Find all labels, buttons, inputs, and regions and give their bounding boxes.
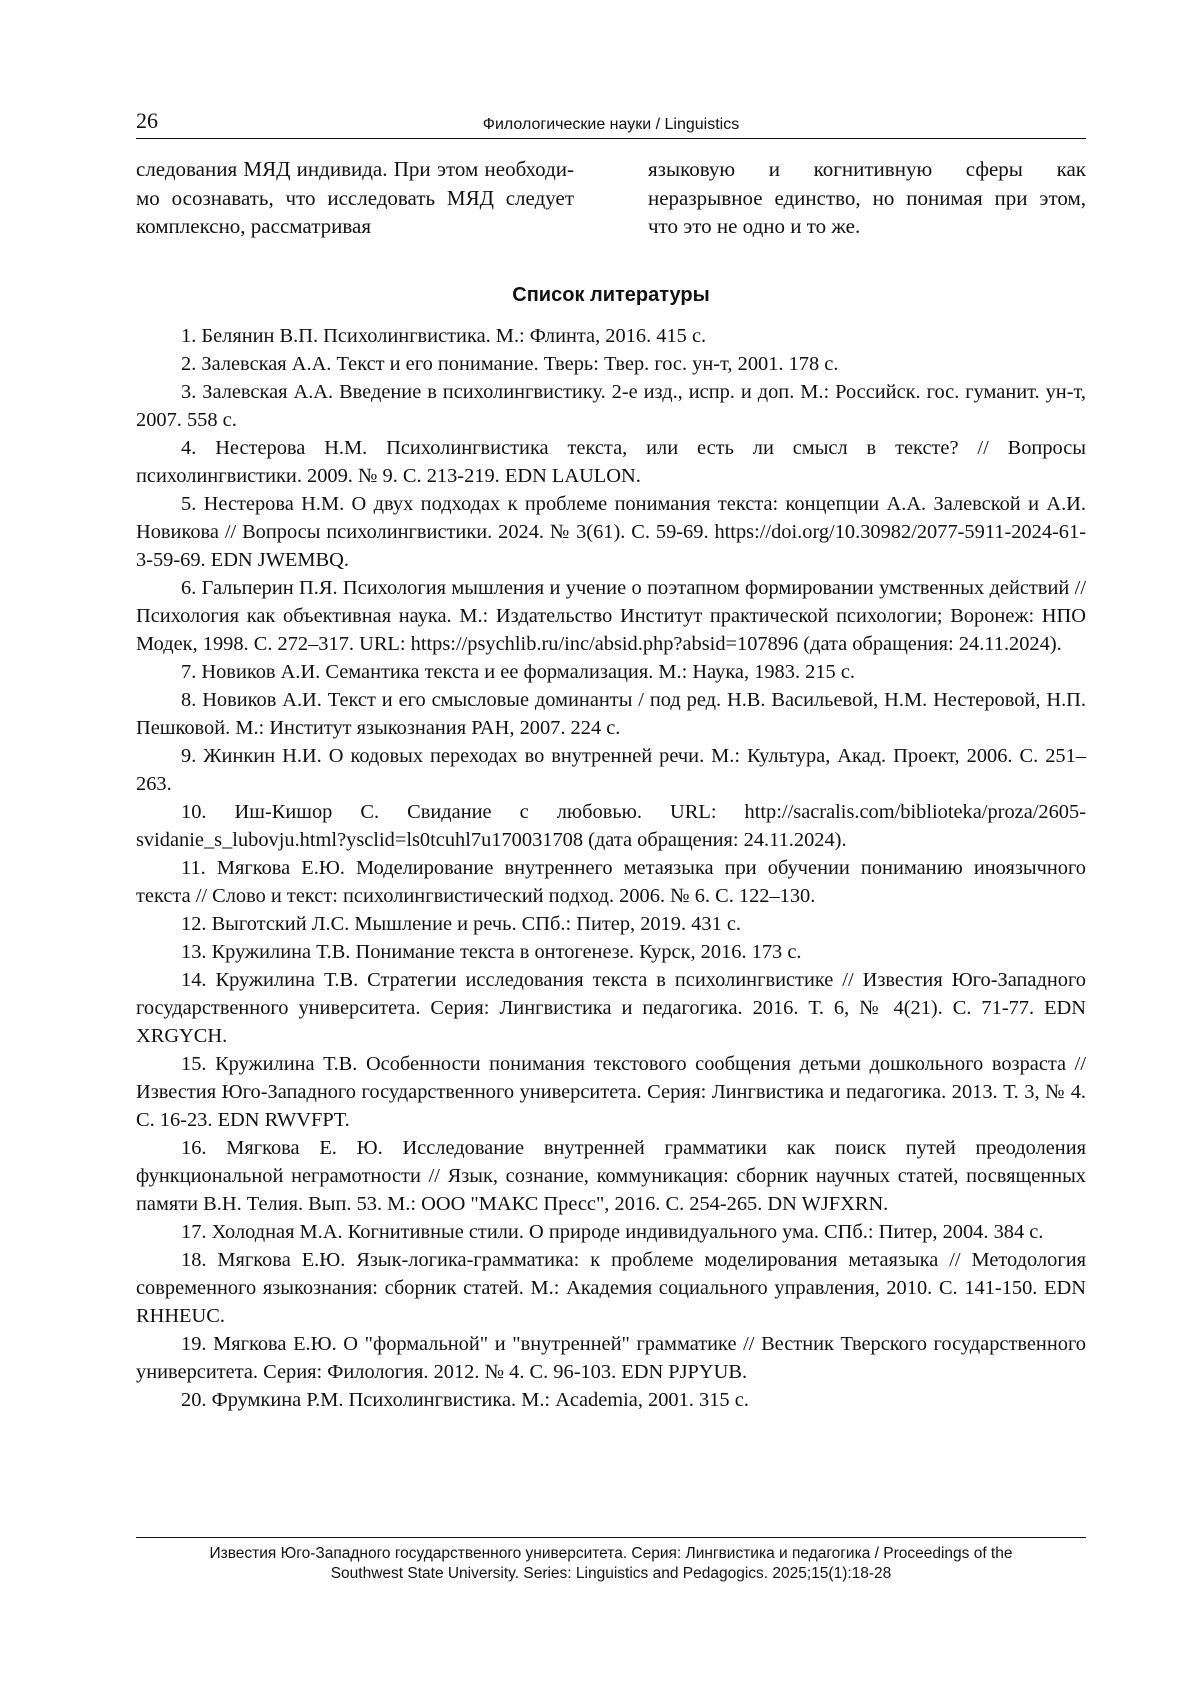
left-column-text: следования МЯД индивида. При этом необходимо осознавать, что исследовать МЯД следует комплексно, рассматривая — [136, 157, 574, 238]
running-head: Филологические науки / Linguistics — [482, 116, 740, 133]
page-header — [136, 106, 1086, 139]
reference-item: 13. Кружилина Т.В. Понимание текста в онтогенезе. Курск, 2016. 173 с. — [181, 941, 802, 963]
reference-item: 10. Иш-Кишор С. Свидание с любовью. URL: http://sacralis.com/biblioteka/proza/2605-svidanie_s_lubovju.html?ysclid=ls0tcuhl7u170031708 (дата обращения: 24.11.2024). — [136, 801, 1086, 851]
references-list — [136, 322, 1086, 1414]
reference-item: 19. Мягкова Е.Ю. О "формальной" и "внутренней" грамматике // Вестник Тверского государственного университета. Серия: Филология. 2012. № 4. С. 96-103. EDN PJPYUB. — [136, 1333, 1086, 1383]
reference-item: 20. Фрумкина Р.М. Психолингвистика. М.: Academia, 2001. 315 с. — [181, 1389, 749, 1411]
page-footer — [136, 1537, 1086, 1584]
reference-item: 5. Нестерова Н.М. О двух подходах к проблеме понимания текста: концепции А.А. Залевской и А.И. Новикова // Вопросы психолингвистики. 2024. № 3(61). С. 59-69. https://doi.org/10.30982/2077-5911-2024-61-3-59-69. EDN JWEMBQ. — [136, 493, 1086, 571]
reference-item: 2. Залевская А.А. Текст и его понимание. Тверь: Твер. гос. ун-т, 2001. 178 с. — [181, 353, 839, 375]
reference-item: 16. Мягкова Е. Ю. Исследование внутренней грамматики как поиск путей преодоления функциональной неграмотности // Язык, сознание, коммуникация: сборник научных статей, посвященных памяти В.Н. Телия. Вып. 53. М.: ООО "МАКС Пресс", 2016. С. 254-265. DN WJFXRN. — [136, 1137, 1086, 1215]
reference-item: 7. Новиков А.И. Семантика текста и ее формализация. М.: Наука, 1983. 215 с. — [181, 661, 855, 683]
reference-item: 12. Выготский Л.С. Мышление и речь. СПб.: Питер, 2019. 431 с. — [181, 913, 742, 935]
reference-item: 3. Залевская А.А. Введение в психолингвистику. 2-е изд., испр. и доп. М.: Российск. гос. гуманит. ун-т, 2007. 558 с. — [136, 381, 1086, 431]
footer-line-1: Известия Юго-Западного государственного университета. Серия: Лингвистика и педагогика / Proceedings of the — [209, 1545, 1013, 1562]
body-columns — [136, 155, 1086, 241]
reference-item: 18. Мягкова Е.Ю. Язык-логика-грамматика: к проблеме моделирования метаязыка // Методология современного языкознания: сборник статей. М.: Академия социального управления, 2010. С. 141-150. EDN RHHEUC. — [136, 1249, 1086, 1327]
reference-item: 17. Холодная М.А. Когнитивные стили. О природе индивидуального ума. СПб.: Питер, 2004. 384 с. — [181, 1221, 1044, 1243]
reference-item: 9. Жинкин Н.И. О кодовых переходах во внутренней речи. М.: Культура, Акад. Проект, 2006. С. 251– 263. — [136, 745, 1086, 795]
reference-item: 14. Кружилина Т.В. Стратегии исследования текста в психолингвистике // Известия Юго-Западного государственного университета. Серия: Лингвистика и педагогика. 2016. Т. 6, № 4(21). С. 71-77. EDN XRGYCH. — [136, 969, 1086, 1047]
page-number: 26 — [136, 108, 158, 133]
reference-item: 8. Новиков А.И. Текст и его смысловые доминанты / под ред. Н.В. Васильевой, Н.М. Нестеровой, Н.П. Пешковой. М.: Институт языкознания РАН, 2007. 224 с. — [136, 689, 1086, 739]
right-column-text: языковую и когнитивную сферы как неразрывное единство, но понимая при этом, что это не одно и то же. — [648, 157, 1086, 238]
reference-item: 11. Мягкова Е.Ю. Моделирование внутреннего метаязыка при обучении пониманию иноязычного текста // Слово и текст: психолингвистический подход. 2006. № 6. С. 122–130. — [136, 857, 1086, 907]
reference-item: 4. Нестерова Н.М. Психолингвистика текста, или есть ли смысл в тексте? // Вопросы психолингвистики. 2009. № 9. С. 213-219. EDN LAULON. — [136, 437, 1086, 487]
reference-item: 1. Белянин В.П. Психолингвистика. М.: Флинта, 2016. 415 с. — [181, 325, 707, 347]
reference-item: 15. Кружилина Т.В. Особенности понимания текстового сообщения детьми дошкольного возраста // Известия Юго-Западного государственного университета. Серия: Лингвистика и педагогика. 2013. Т. 3, № 4. С. 16-23. EDN RWVFPT. — [136, 1053, 1086, 1131]
footer-line-2: Southwest State University. Series: Linguistics and Pedagogics. 2025;15(1):18-28 — [330, 1565, 892, 1582]
references-title: Список литературы — [512, 284, 710, 306]
reference-item: 6. Гальперин П.Я. Психология мышления и учение о поэтапном формировании умственных действий // Психология как объективная наука. М.: Издательство Институт практической психологии; Воронеж: НПО Модек, 1998. С. 272–317. URL: https://psychlib.ru/inc/absid.php?absid=107896 (дата обращения: 24.11.2024). — [136, 577, 1086, 655]
